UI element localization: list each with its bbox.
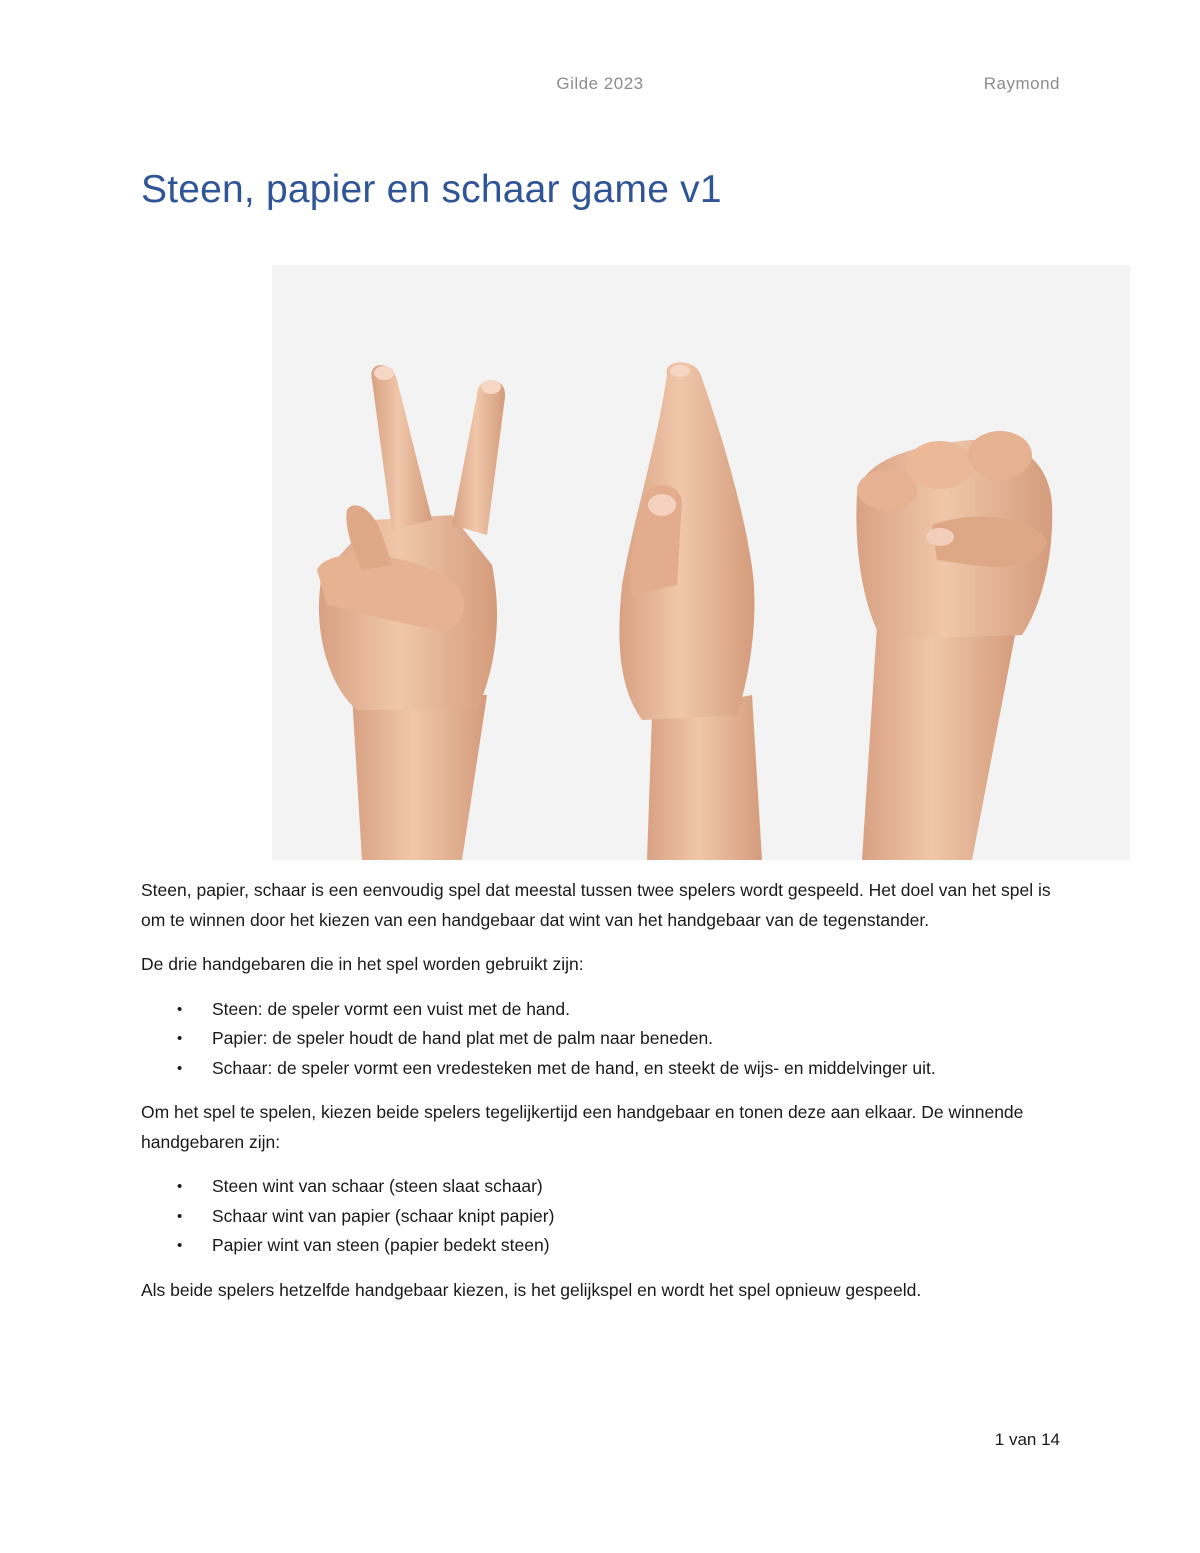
- list-item: • Schaar: de speler vormt een vredesteken met de hand, en steekt de wijs- en middelvinger uit.: [141, 1054, 1061, 1084]
- bullet-icon: •: [177, 1000, 183, 1018]
- intro-paragraph: Steen, papier, schaar is een eenvoudig spel dat meestal tussen twee spelers wordt gespeeld. Het doel van het spel is om te winnen door het kiezen van een handgebaar dat wint van het handgebaar van de tegenstander.: [141, 880, 1051, 930]
- bullet-icon: •: [177, 1178, 183, 1195]
- bullet-icon: •: [177, 1207, 183, 1225]
- winning-rules-list: [141, 1172, 1061, 1261]
- bullet-icon: •: [177, 1030, 183, 1047]
- draw-rule-paragraph: Als beide spelers hetzelfde handgebaar kiezen, is het gelijkspel en wordt het spel opnieuw gespeeld.: [141, 1279, 922, 1300]
- hand-gestures-photo: [272, 265, 1130, 860]
- document-body: [141, 876, 1061, 1320]
- play-intro-paragraph: Om het spel te spelen, kiezen beide spelers tegelijkertijd een handgebaar en tonen deze aan elkaar. De winnende handgebaren zijn:: [141, 1102, 1024, 1152]
- bullet-icon: •: [177, 1237, 183, 1254]
- gestures-intro-paragraph: De drie handgebaren die in het spel worden gebruikt zijn:: [141, 954, 584, 974]
- gestures-list: [141, 995, 1061, 1084]
- header-author: Raymond: [983, 74, 1060, 93]
- page-number: 1 van 14: [994, 1430, 1060, 1449]
- list-item: • Papier wint van steen (papier bedekt steen): [141, 1231, 1061, 1261]
- header-center-text: Gilde 2023: [556, 74, 644, 93]
- list-item: • Steen: de speler vormt een vuist met de hand.: [141, 995, 1061, 1025]
- list-item: • Papier: de speler houdt de hand plat met de palm naar beneden.: [141, 1024, 1061, 1054]
- bullet-icon: •: [177, 1059, 183, 1077]
- list-item: • Schaar wint van papier (schaar knipt papier): [141, 1202, 1061, 1232]
- document-title: Steen, papier en schaar game v1: [141, 168, 722, 211]
- list-item: • Steen wint van schaar (steen slaat schaar): [141, 1172, 1061, 1202]
